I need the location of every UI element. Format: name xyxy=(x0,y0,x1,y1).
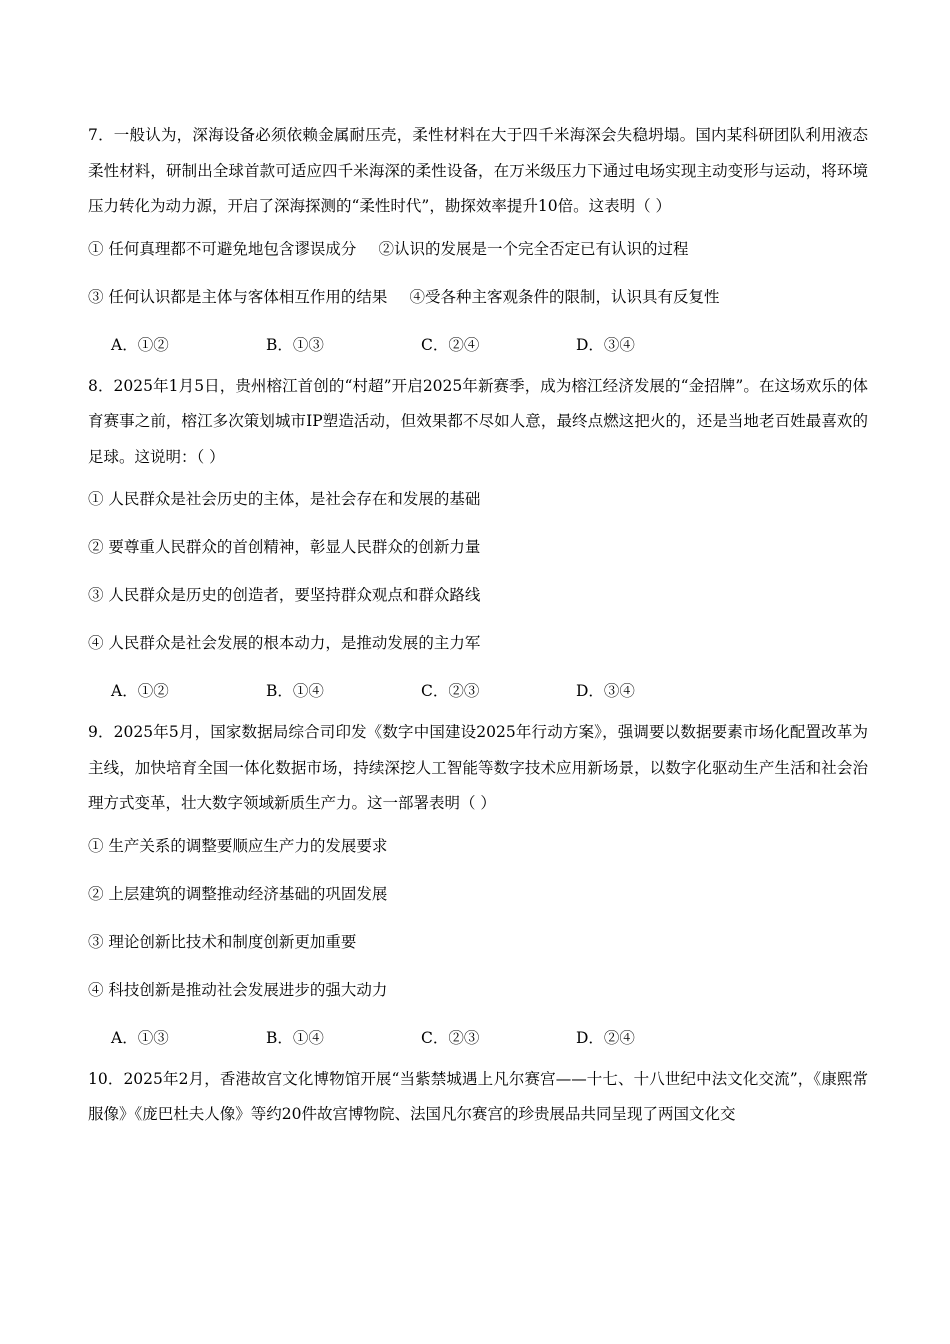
statement-option: ① 任何真理都不可避免地包含谬误成分 xyxy=(88,239,357,258)
question-stem: 8．2025年1月5日，贵州榕江首创的“村超”开启2025年新赛季，成为榕江经济发展的“金招牌”。在这场欢乐的体育赛事之前，榕江多次策划城市IP塑造活动，但效果都不尽如人意，最终点燃这把火的，还是当地老百姓最喜欢的足球。这说明：（ ） xyxy=(88,376,868,466)
choice-d[interactable]: D．③④ xyxy=(576,682,635,700)
choice-d[interactable]: D．②④ xyxy=(576,1028,635,1047)
statement-option: ② 上层建筑的调整推动经济基础的巩固发展 xyxy=(88,884,388,903)
question-7 xyxy=(88,118,868,369)
question-stem: 10．2025年2月，香港故宫文化博物馆开展“当紫禁城遇上凡尔赛宫——十七、十八世纪中法文化交流”，《康熙常服像》《庞巴杜夫人像》等约20件故宫博物院、法国凡尔赛宫的珍贵展品共同呈现了两国文化交 xyxy=(88,1069,868,1123)
choice-d[interactable]: D．③④ xyxy=(576,335,635,354)
statement-row xyxy=(88,225,868,273)
question-9 xyxy=(88,715,868,1062)
question-stem: 9．2025年5月，国家数据局综合司印发《数字中国建设2025年行动方案》，强调要以数据要素市场化配置改革为主线，加快培育全国一体化数据市场，持续深挖人工智能等数字技术应用新场景，以数字化驱动生产生活和社会治理方式变革，壮大数字领域新质生产力。这一部署表明（ ） xyxy=(88,723,868,812)
statement-option: ④ 科技创新是推动社会发展进步的强大动力 xyxy=(88,980,388,999)
question-stem: 7．一般认为，深海设备必须依赖金属耐压壳，柔性材料在大于四千米海深会失稳坍塌。国内某科研团队利用液态柔性材料，研制出全球首款可适应四千米海深的柔性设备，在万米级压力下通过电场实现主动变形与运动，将环境压力转化为动力源，开启了深海探测的“柔性时代”，勘探效率提升10倍。这表明（ ） xyxy=(88,126,868,215)
statement-option: ④受各种主客观条件的限制，认识具有反复性 xyxy=(409,287,720,306)
choice-b[interactable]: B．①④ xyxy=(266,682,324,700)
answer-choices xyxy=(88,321,868,369)
choice-c[interactable]: C．②③ xyxy=(421,682,480,700)
choice-b[interactable]: B．①③ xyxy=(266,335,324,354)
choice-a[interactable]: A．①② xyxy=(111,682,169,700)
statement-option: ① 生产关系的调整要顺应生产力的发展要求 xyxy=(88,836,388,855)
statement-option: ④ 人民群众是社会发展的根本动力，是推动发展的主力军 xyxy=(88,634,481,652)
choice-a[interactable]: A．①③ xyxy=(111,1028,169,1047)
choice-a[interactable]: A．①② xyxy=(111,335,169,354)
choice-b[interactable]: B．①④ xyxy=(266,1028,324,1047)
question-10 xyxy=(88,1062,868,1133)
statement-option: ③ 人民群众是历史的创造者，要坚持群众观点和群众路线 xyxy=(88,586,481,604)
statement-option: ③ 任何认识都是主体与客体相互作用的结果 xyxy=(88,287,388,306)
answer-choices xyxy=(88,1014,868,1062)
choice-c[interactable]: C．②③ xyxy=(421,1028,480,1047)
statement-option: ③ 理论创新比技术和制度创新更加重要 xyxy=(88,932,357,951)
statement-option: ① 人民群众是社会历史的主体，是社会存在和发展的基础 xyxy=(88,490,481,508)
question-8 xyxy=(88,369,868,716)
choice-c[interactable]: C．②④ xyxy=(421,335,480,354)
statement-row xyxy=(88,273,868,321)
document-page xyxy=(88,118,868,1133)
answer-choices xyxy=(88,667,868,715)
statement-option: ②认识的发展是一个完全否定已有认识的过程 xyxy=(378,239,689,258)
statement-option: ② 要尊重人民群众的首创精神，彰显人民群众的创新力量 xyxy=(88,538,481,556)
